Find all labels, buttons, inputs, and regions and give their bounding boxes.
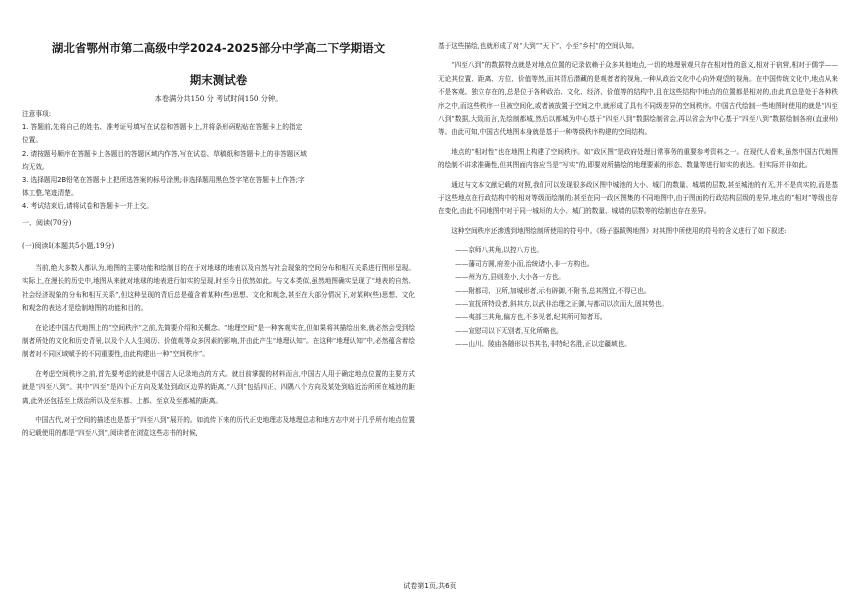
exam-title-line2: 期末测试卷 [189, 73, 248, 87]
symbol-item: ——州为方,县则差小,大小各一方也。 [455, 273, 565, 282]
passage-paragraph: 通过与文本文献记载的对照,我们可以发现很多政区图中城池的大小、城门的数量、城墙的层数,甚至城池的有无,并不是真实的,而是基于这些地点在行政结构中的相对等级而绘制的;甚至在同一政区图集的不同地图中,由于图面的行政结构层级的差异,地点的“相对”等级也存在变化,由此不同地图中对于同一城垣的大小、城门的数量、城墙的层数等的绘制也存在差异。 [438, 180, 838, 216]
symbol-item: ——宣抚所特设者,斜其方,以武非治理之正御,与都司以次而大,固其势也。 [455, 299, 668, 308]
symbol-item: ——山川、陵庙各随形以书其名,非特纪名胜,正以定疆域也。 [455, 340, 631, 349]
score-info: 本卷满分共150 分 考试时间150 分钟。 [154, 94, 283, 103]
symbol-item: ——附都司、卫所,加城形者,示有辟御,不附书,总其图宜,不得已也。 [455, 286, 651, 295]
symbol-item: ——夷部三其角,偏方也,不多见者,纪其所可知者耳。 [455, 313, 607, 322]
passage-paragraph: 中国古代,对于空间的描述也是基于“四至八到”展开的。如流传下来的历代正史地理志及地理总志和地方志中对于几乎所有地点位置的记载使用的都是“四至八到”,阅读者在浏览这些志书的时候, [22, 416, 415, 438]
passage-paragraph: 在考虑空间秩序之前,首先要考虑的就是中国古人记录地点的方式。就目前掌握的材料而言,中国古人用于确定地点位置的主要方式就是“四至八到”。其中“四至”是四个正方向及某处到政区边界的距离,“八到”包括四正、四隅八个方向及某处到临近治所所在城池的距离,此外还包括至上级治所以及至东都、上都、至京及至都城的距离。 [22, 369, 415, 405]
exam-title-line1: 湖北省鄂州市第二高级中学2024-2025部分中学高二下学期语文 [51, 41, 386, 55]
subsection-heading: (一)阅读Ⅰ(本题共5小题,19分) [22, 242, 115, 250]
page-footer: 试卷第1页,共6页 [403, 582, 457, 590]
passage-paragraph: “四至八到”的数据特点就是对地点位置的记录依赖于众多其他地点,一切的地理景观只存在相对性的意义,相对于宿营,相对于儒学——无论其位置、距离、方位、价值等然,而其背后潜藏的是观者者的视角,一种从政治文化中心向外观望的视角。在中国传统文化中,地点从来不是客观、独立存在的,总是位于各种政治、文化、经济、价值等的结构中,且在这些结构中地点的位置都是相对的,由此真总是处于各种秩序之中,而这些秩序一旦被空间化,或者被放置于空间之中,就形成了具有不同级差异的空间秩序。中国古代绘制一些地图时使用的就是“四至八到”数据,大致而言,先绘制都城,然后以都城为中心基于“四至八到”数据绘制省会,再以省会为中心基于“四至八到”数据绘制各府(直隶州)等。由此可知,中国古代地图本身就是基于一种等级秩序构建的空间结构。 [438, 61, 838, 137]
notes-block [22, 108, 415, 214]
reading-passage-left [22, 262, 415, 441]
reading-passage-right [438, 40, 838, 352]
passage-paragraph: 基于这些描绘,也就形成了对“大到”“天下”、小至“乡村”的空间认知。 [438, 42, 639, 50]
passage-paragraph: 地点的“相对性”也在地图上构建了空间秩序。如“政区图”是政府处理日常事务的重要参考资料之一。在现代人看来,虽然中国古代地图的绘制不讲求准确性,但其图面内容应当是“写实”的,即要对所描绘的地理要素的形态、数量等进行如实的表达。但实际并非如此。 [438, 147, 838, 170]
passage-paragraph: 这种空间秩序还渗透到地图绘制所使用的符号中。《杨子器跋舆地图》对其图中所使用的符号的含义进行了如下叙述: [451, 226, 787, 235]
symbol-item: ——京师八其角,以控八方也。 [455, 246, 543, 255]
symbol-item: ——宣慰司以下无别者,互化所略也。 [455, 326, 563, 335]
passage-paragraph: 当前,绝大多数人都认为,地图的主要功能和绘制目的在于对地球的地表以及自然与社会现象的空间分布和相互关系进行图形呈现。实际上,在漫长的历史中,地图从来就对地球的地表进行如实的呈现,时至今日依然如此。与文本类似,虽然地图确实呈现了“地表的自然、社会经济现象的分布和相互关系”,但这种呈现的背后总是蕴含着某种(些)思想、文化和观念,甚至在大部分情况下,对某种(些)思想、文化和观念的表达才是绘制地图的功能和目的。 [22, 264, 415, 313]
note-line: 1. 答题前,先将自己的姓名、准考证号填写在试卷和答题卡上,并将条形码粘贴在答题卡上的指定 [22, 123, 303, 132]
note-line: 均无效。 [22, 162, 49, 171]
notes-heading: 注意事项: [22, 110, 52, 118]
note-line: 2. 请按题号顺序在答题卡上各题目的答题区域内作答,写在试卷、草稿纸和答题卡上的非答题区域 [22, 149, 307, 158]
passage-paragraph: 在论述中国古代地图上的“空间秩序”之前,先简要介绍和关概念。“地理空间”是一种客观实在,但如果将其描绘出来,就必然会受到绘制者所处的文化和历史背景,以及个人人生阅历、价值观等众多因素的影响,并由此产生“地理认知”。在这种“地理认知”中,必然蕴含着绘制者对不同区域赋予的不同重要性,由此构建出一种“空间秩序”。 [22, 323, 415, 359]
note-line: 体工整,笔迹清楚。 [22, 189, 78, 198]
symbol-list [438, 244, 838, 351]
note-line: 位置。 [22, 136, 43, 145]
note-line: 4. 考试结束后,请将试卷和答题卡一并上交。 [22, 202, 154, 211]
section-heading: 一、阅读(70分) [22, 219, 72, 227]
note-line: 3. 选择题用2B铅笔在答题卡上把所选答案的标号涂黑;非选择题用黑色签字笔在答题卡上作答;字 [22, 176, 305, 185]
symbol-item: ——藩司方圆,府差小而,治统诸小,非一方构也。 [455, 259, 594, 268]
